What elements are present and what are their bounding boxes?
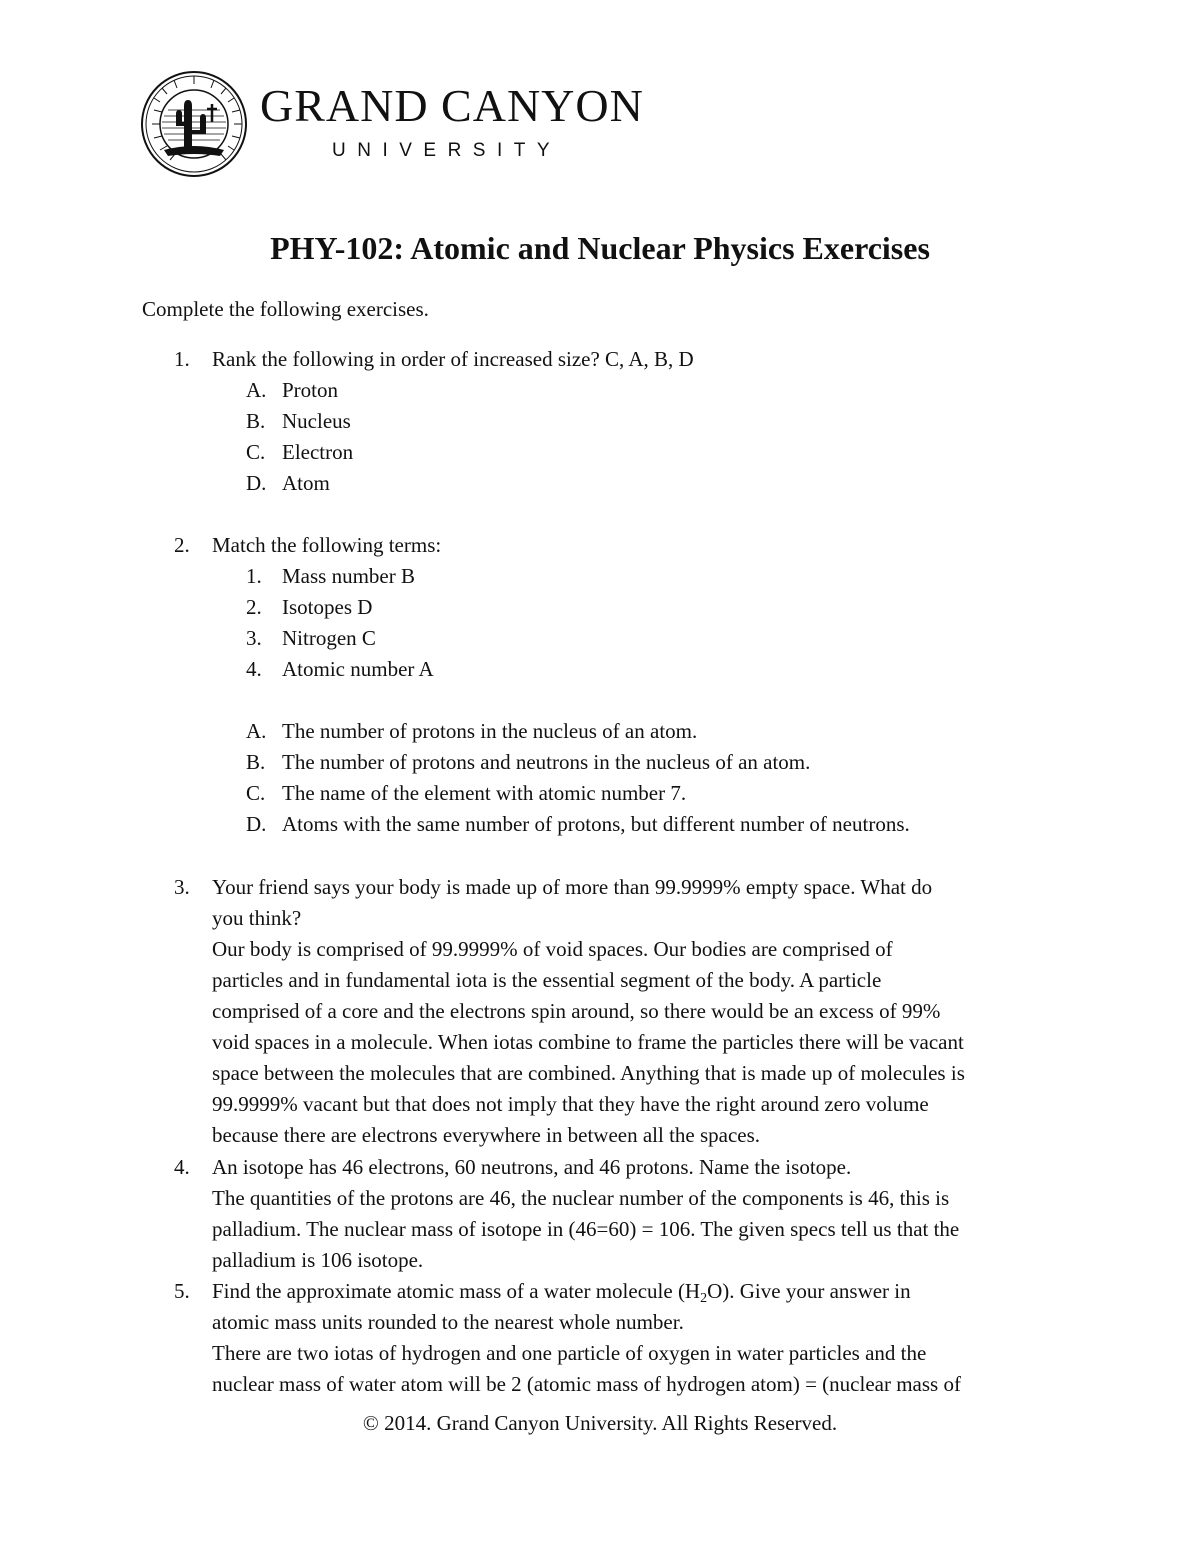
option-label: B. [246, 409, 266, 433]
subscript: 2 [700, 1291, 708, 1306]
option-text: Atom [282, 471, 330, 495]
text-line: An isotope has 46 electrons, 60 neutrons, and 46 protons. Name the isotope. [212, 1155, 852, 1179]
list-item [142, 778, 1082, 809]
answer-line: palladium is 106 isotope. [212, 1248, 424, 1272]
copyright-footer: © 2014. Grand Canyon University. All Rights Reserved. [362, 1411, 838, 1435]
instructions: Complete the following exercises. [142, 297, 429, 321]
answer-line: There are two iotas of hydrogen and one particle of oxygen in water particles and the [212, 1341, 927, 1365]
definition-label: B. [246, 750, 266, 774]
answer-line: space between the molecules that are combined. Anything that is made up of molecules is [212, 1061, 965, 1085]
text-line: you think? [212, 906, 302, 930]
option-label: C. [246, 440, 266, 464]
list-item [142, 375, 1082, 406]
answer-line: comprised of a core and the electrons spin around, so there would be an excess of 99% [212, 999, 941, 1023]
question-number: 3. [174, 875, 190, 899]
option-label: D. [246, 471, 267, 495]
list-item [142, 654, 1082, 685]
definition-text: The number of protons and neutrons in the nucleus of an atom. [282, 750, 811, 774]
question-number: 5. [174, 1279, 190, 1303]
definition-text: Atoms with the same number of protons, but different number of neutrons. [282, 812, 910, 836]
term-label: 4. [246, 657, 262, 681]
university-logo [140, 70, 644, 180]
question-number: 1. [174, 347, 190, 371]
list-item [142, 561, 1082, 592]
text-line: Your friend says your body is made up of more than 99.9999% empty space. What do [212, 875, 933, 899]
answer-line: palladium. The nuclear mass of isotope in (46=60) = 106. The given specs tell us that the [212, 1217, 960, 1241]
logo-wordmark [260, 82, 644, 162]
question-2 [142, 530, 1082, 685]
question-1 [142, 344, 1082, 499]
option-text: Electron [282, 440, 354, 464]
term-text: Atomic number A [282, 657, 434, 681]
term-label: 3. [246, 626, 262, 650]
term-label: 1. [246, 564, 262, 588]
answer-line: The quantities of the protons are 46, the nuclear number of the components is 46, this is [212, 1186, 950, 1210]
logo-name: GRAND CANYON [260, 80, 644, 131]
list-item [142, 406, 1082, 437]
logo-subtitle: UNIVERSITY [332, 140, 562, 161]
option-text: Nucleus [282, 409, 351, 433]
question-text: Rank the following in order of increased size? C, A, B, D [212, 347, 694, 371]
term-text: Nitrogen C [282, 626, 376, 650]
definition-label: C. [246, 781, 266, 805]
answer-line: void spaces in a molecule. When iotas combine to frame the particles there will be vacant [212, 1030, 964, 1054]
definition-label: D. [246, 812, 267, 836]
answer-line: 99.9999% vacant but that does not imply that they have the right around zero volume [212, 1092, 929, 1116]
document-title: PHY-102: Atomic and Nuclear Physics Exercises [270, 230, 930, 266]
answer-line: nuclear mass of water atom will be 2 (atomic mass of hydrogen atom) = (nuclear mass of [212, 1372, 961, 1396]
text-segment: Find the approximate atomic mass of a water molecule (H [212, 1279, 701, 1303]
list-item [142, 716, 1082, 747]
list-item [142, 747, 1082, 778]
definition-text: The name of the element with atomic number 7. [282, 781, 687, 805]
list-item [142, 437, 1082, 468]
option-label: A. [246, 378, 267, 402]
question-3 [142, 872, 1082, 1151]
answer-line: Our body is comprised of 99.9999% of void spaces. Our bodies are comprised of [212, 937, 893, 961]
question-4 [142, 1152, 1082, 1276]
question-5 [142, 1276, 1082, 1400]
text-line: atomic mass units rounded to the nearest whole number. [212, 1310, 684, 1334]
answer-line: particles and in fundamental iota is the essential segment of the body. A particle [212, 968, 882, 992]
term-text: Isotopes D [282, 595, 373, 619]
list-item [142, 592, 1082, 623]
list-item [142, 623, 1082, 654]
term-label: 2. [246, 595, 262, 619]
definition-label: A. [246, 719, 267, 743]
university-seal-icon [140, 70, 248, 178]
answer-line: because there are electrons everywhere in between all the spaces. [212, 1123, 761, 1147]
list-item [142, 468, 1082, 499]
text-segment: O). Give your answer in [707, 1279, 911, 1303]
option-text: Proton [282, 378, 339, 402]
question-2-definitions [142, 716, 1082, 840]
question-number: 4. [174, 1155, 190, 1179]
list-item [142, 809, 1082, 840]
definition-text: The number of protons in the nucleus of an atom. [282, 719, 698, 743]
question-number: 2. [174, 533, 190, 557]
question-text: Match the following terms: [212, 533, 442, 557]
term-text: Mass number B [282, 564, 415, 588]
